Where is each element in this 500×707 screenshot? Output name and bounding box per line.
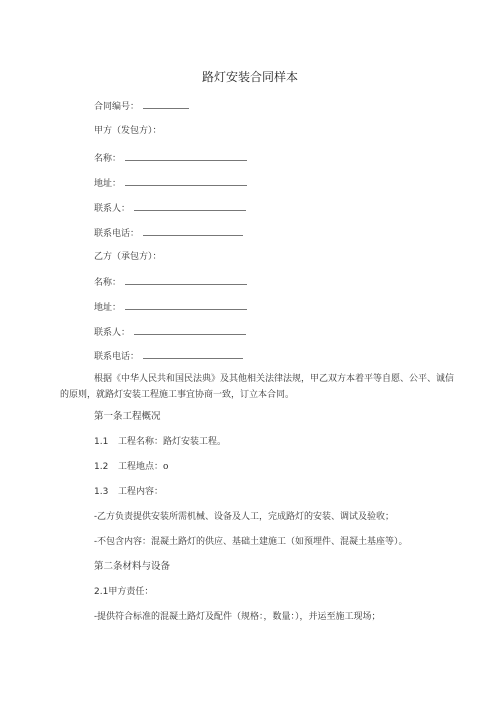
article-1-item-3: [94, 486, 163, 498]
article-1-bullet-1: -乙方负责提供安装所需机械、设备及人工，完成路灯的安装、调试及验收；: [94, 512, 395, 522]
article-2-heading: 第二条材料与设备: [94, 561, 171, 572]
party-a-heading: 甲方（发包方）：: [94, 126, 162, 136]
contract-no-blank[interactable]: [143, 99, 189, 109]
party-b-contact-blank[interactable]: [134, 325, 246, 335]
party-b-phone-blank[interactable]: [143, 349, 243, 359]
party-b-phone-line: [94, 349, 243, 363]
party-a-contact-label: 联系人：: [94, 204, 131, 214]
party-a-phone-label: 联系电话：: [94, 229, 140, 239]
contract-no-label: 合同编号：: [94, 102, 140, 112]
article-1-item-1: [94, 436, 226, 448]
article-2-item-1: [94, 586, 153, 598]
party-a-address-blank[interactable]: [125, 176, 247, 186]
item-text: 甲方责任：: [108, 587, 154, 597]
party-a-contact-blank[interactable]: [134, 201, 246, 211]
party-a-address-label: 地址：: [94, 179, 122, 189]
party-b-address-label: 地址：: [94, 303, 122, 313]
party-a-name-blank[interactable]: [125, 151, 247, 161]
item-text: 工程地点：o: [118, 462, 169, 472]
item-text: 工程内容：: [118, 487, 164, 497]
party-b-contact-label: 联系人：: [94, 328, 131, 338]
party-b-address-blank[interactable]: [125, 300, 247, 310]
article-1-heading: 第一条工程概况: [94, 411, 161, 422]
party-a-address-line: [94, 176, 247, 190]
party-a-name-line: [94, 151, 247, 165]
item-number: 2.1: [94, 587, 109, 597]
party-b-name-line: [94, 275, 247, 289]
article-1-item-2: [94, 461, 168, 473]
party-b-name-label: 名称：: [94, 278, 122, 288]
article-2-bullet-1: -提供符合标准的混凝土路灯及配件（规格：，数量：），并运至施工现场；: [94, 612, 381, 622]
party-a-phone-line: [94, 226, 243, 240]
party-a-name-label: 名称：: [94, 154, 122, 164]
item-number: 1.1: [94, 437, 109, 447]
item-number: 1.3: [94, 487, 109, 497]
party-b-address-line: [94, 300, 247, 314]
party-b-name-blank[interactable]: [125, 275, 247, 285]
contract-no-line: [94, 99, 189, 113]
item-number: 1.2: [94, 462, 109, 472]
party-b-heading: 乙方（承包方）：: [94, 252, 162, 262]
party-b-contact-line: [94, 325, 246, 339]
preamble-paragraph: 根据《中华人民共和国民法典》及其他相关法律法规，甲乙双方本着平等自愿、公平、诚信的原则，就路灯安装工程施工事宜协商一致，订立本合同。: [60, 374, 455, 400]
document-title: 路灯安装合同样本: [201, 70, 298, 84]
party-a-contact-line: [94, 201, 246, 215]
item-text: 工程名称：路灯安装工程。: [118, 437, 227, 447]
article-1-bullet-2: -不包含内容：混凝土路灯的供应、基础土建施工（如预埋件、混凝土基座等）。: [94, 537, 408, 547]
party-b-phone-label: 联系电话：: [94, 352, 140, 362]
party-a-phone-blank[interactable]: [143, 226, 243, 236]
